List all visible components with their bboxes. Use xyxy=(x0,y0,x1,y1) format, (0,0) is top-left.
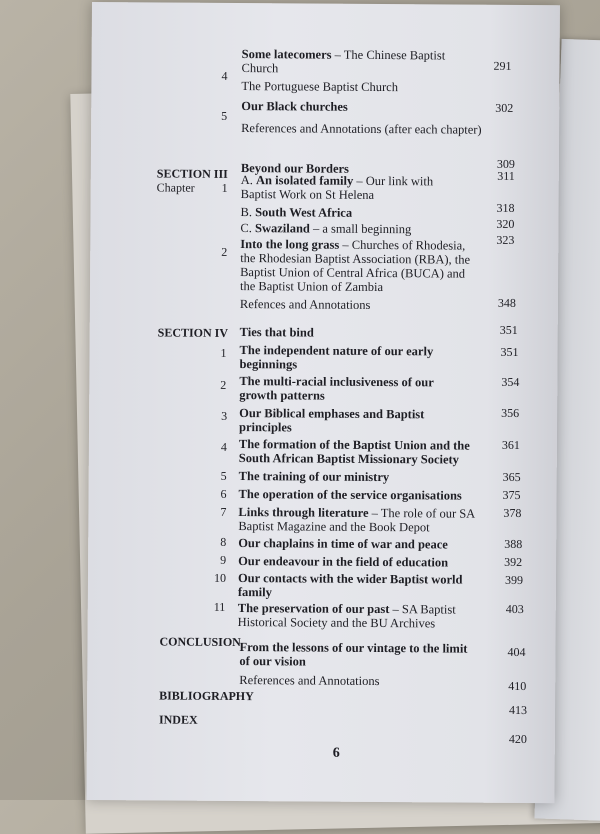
entry-rest: – a small beginning xyxy=(309,221,412,237)
toc-entry: The operation of the service organisations xyxy=(238,487,462,503)
conclusion-title: From the lessons of our vintage to the limit of our vision xyxy=(239,640,468,669)
toc-entry-south-west-africa xyxy=(240,205,475,221)
page-ref: 410 xyxy=(508,678,527,694)
toc-entry: Our contacts with the wider Baptist world family xyxy=(237,571,463,600)
chapter-num: 1 xyxy=(220,345,227,360)
page-number: 6 xyxy=(332,745,340,761)
section-label: SECTION IV xyxy=(157,325,229,340)
toc-entry-literature xyxy=(238,505,478,535)
entry-bold: Links through literature xyxy=(238,505,369,520)
toc-entry-refs: References and Annotations (after each chapter) xyxy=(241,121,482,137)
toc-entry: The independent nature of our early beginnings xyxy=(239,343,434,372)
chapter-num: 7 xyxy=(220,504,227,519)
entry-bold: Swaziland xyxy=(254,221,310,236)
page-ref: 348 xyxy=(497,295,516,310)
page-ref: 311 xyxy=(497,168,515,183)
entry-prefix: A. xyxy=(240,173,253,188)
conclusion-refs: References and Annotations xyxy=(239,673,380,689)
entry-bold: South West Africa xyxy=(255,205,353,220)
page-ref: 309 xyxy=(496,156,515,171)
chapter-num: 10 xyxy=(213,570,227,585)
page-ref: 323 xyxy=(496,232,515,247)
bibliography-label: BIBLIOGRAPHY xyxy=(159,688,254,704)
page-ref: 318 xyxy=(496,200,515,215)
page-ref: 399 xyxy=(504,572,524,588)
page-ref: 388 xyxy=(504,536,523,552)
entry-bold: The preservation of our past xyxy=(237,601,390,617)
page-ref: 413 xyxy=(509,702,528,718)
page-ref: 403 xyxy=(505,601,524,617)
page-ref: 302 xyxy=(495,100,514,115)
toc-entry: Our Biblical emphases and Baptist principles xyxy=(238,406,425,435)
entry-bold: Into the long grass xyxy=(240,237,340,252)
toc-entry-swaziland xyxy=(240,221,475,237)
toc-entry-refences: Refences and Annotations xyxy=(239,297,371,312)
chapter-num: 4 xyxy=(220,439,227,454)
page-ref: 351 xyxy=(499,322,518,337)
chapter-num: 2 xyxy=(220,377,227,392)
chapter-num: 8 xyxy=(220,534,227,549)
toc-entry-portuguese: The Portuguese Baptist Church xyxy=(241,79,399,95)
chapter-num: 5 xyxy=(221,108,228,123)
chapter-num: 3 xyxy=(221,408,228,423)
page-ref: 320 xyxy=(496,216,515,231)
page-ref: 392 xyxy=(504,554,523,570)
entry-bold: Some latecomers xyxy=(241,47,332,62)
toc-entry: Our endeavour in the field of education xyxy=(238,554,449,570)
section-heading: Beyond our Borders xyxy=(240,161,350,176)
page-ref: 351 xyxy=(500,344,519,359)
entry-rest: – The Chinese Baptist Church xyxy=(241,47,446,76)
section-label: SECTION III xyxy=(156,166,228,181)
page-ref: 361 xyxy=(501,437,520,452)
toc-entry: The multi-racial inclusiveness of our growth patterns xyxy=(239,374,434,403)
chapter-num: 9 xyxy=(220,552,227,567)
chapter-num: 4 xyxy=(221,68,228,83)
page-ref: 365 xyxy=(502,469,521,485)
chapter-label: Chapter xyxy=(156,180,195,195)
entry-rest: – Our link with Baptist Work on St Helena xyxy=(240,173,434,202)
entry-prefix: B. xyxy=(240,205,253,220)
toc-entry-latecomers xyxy=(241,47,476,77)
section-heading: Ties that bind xyxy=(239,325,314,340)
entry-rest: – The role of our SA Baptist Magazine and the Book Depot xyxy=(238,505,475,535)
chapter-num: 11 xyxy=(213,599,226,614)
chapter-num: 5 xyxy=(220,468,227,483)
conclusion-label: CONCLUSION xyxy=(159,634,241,650)
page-ref: 375 xyxy=(502,487,521,503)
table-of-contents xyxy=(86,2,560,803)
entry-prefix: C. xyxy=(240,221,252,236)
page-ref: 404 xyxy=(507,644,526,660)
chapter-num: 6 xyxy=(220,486,227,501)
page-ref: 378 xyxy=(503,505,522,521)
page-ref: 356 xyxy=(501,405,520,420)
page-ref: 291 xyxy=(493,58,512,73)
toc-entry-preservation xyxy=(238,601,466,631)
entry-rest: – SA Baptist Historical Society and the BU Archives xyxy=(237,602,456,631)
page-ref: 354 xyxy=(501,374,520,389)
entry-rest: – Churches of Rhodesia, the Rhodesian Baptist Association (RBA), the Baptist Union of Central Africa (BUCA) and the Baptist Union of Zambia xyxy=(239,237,471,295)
toc-entry: Our chaplains in time of war and peace xyxy=(238,536,448,552)
toc-entry: The formation of the Baptist Union and the South African Baptist Missionary Society xyxy=(238,437,470,467)
toc-entry-long-grass xyxy=(240,237,480,295)
toc-entry-st-helena xyxy=(241,173,451,202)
toc-entry: The training of our ministry xyxy=(238,469,390,485)
chapter-num: 1 xyxy=(221,180,228,195)
page-ref: 420 xyxy=(508,731,527,747)
entry-bold: An isolated family xyxy=(255,173,354,188)
toc-entry-black-churches: Our Black churches xyxy=(241,99,348,114)
chapter-num: 2 xyxy=(221,244,228,259)
toc-page xyxy=(86,2,560,803)
index-label: INDEX xyxy=(158,712,198,727)
